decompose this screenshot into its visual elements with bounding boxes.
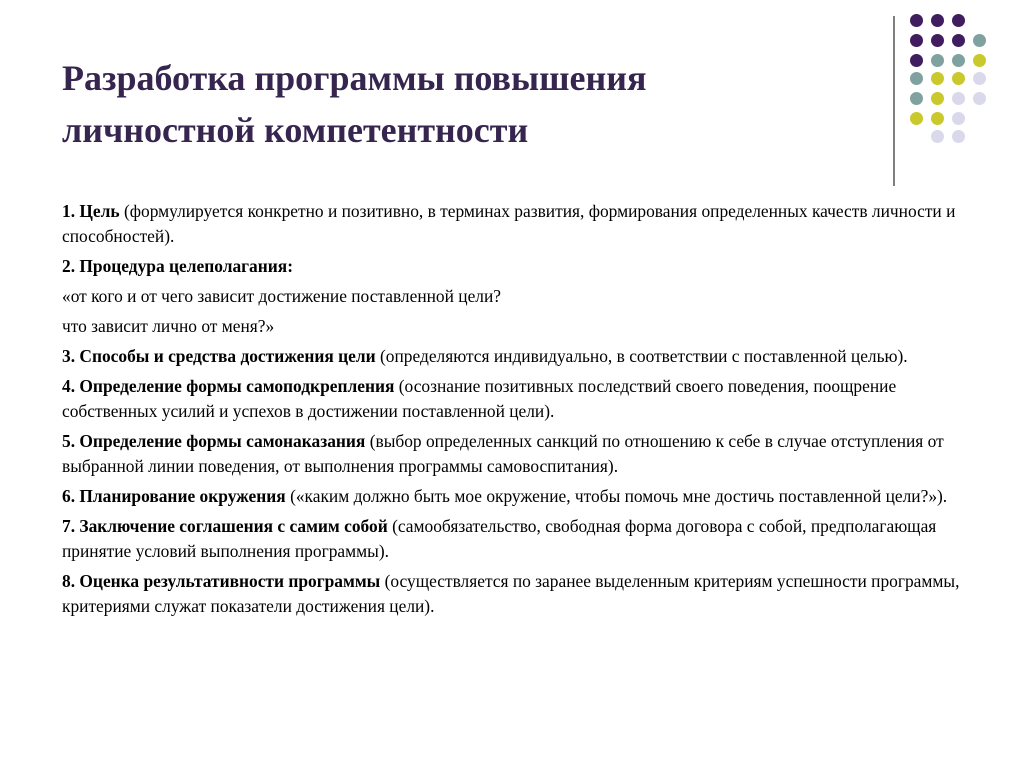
step-2-question-2-text: что зависит лично от меня?» [62,316,275,336]
step-5-text: (выбор определенных санкций по отношению к себе в случае отступления от выбранной линии поведения, от выполнения программы самовоспитания). [62,431,944,476]
step-1-heading: 1. Цель [62,201,120,221]
step-7-heading: 7. Заключение соглашения с самим собой [62,516,388,536]
step-2-question-2 [62,314,972,339]
decorative-dot [931,14,944,27]
decorative-dot [952,14,965,27]
decorative-dot [910,92,923,105]
decorative-dot [973,34,986,47]
step-3-heading: 3. Способы и средства достижения цели [62,346,376,366]
decorative-dot [910,112,923,125]
slide-title [62,52,862,156]
step-8-text: (осуществляется по заранее выделенным критериям успешности программы, критериями служат показатели достижения цели). [62,571,960,616]
step-6-text: («каким должно быть мое окружение, чтобы помочь мне достичь поставленной цели?»). [285,486,948,506]
decorative-divider [893,16,895,186]
step-7-text: (самообязательство, свободная форма договора с собой, предполагающая принятие условий выполнения программы). [62,516,937,561]
step-6-heading: 6. Планирование окружения [62,486,286,506]
decorative-dot [952,54,965,67]
step-2-question-1 [62,284,972,309]
decorative-dot [931,34,944,47]
step-5 [62,429,972,479]
decorative-dot [931,72,944,85]
step-8-heading: 8. Оценка результативности программы [62,571,381,591]
program-steps-list [62,199,972,624]
step-3 [62,344,972,369]
title-line-1: Разработка программы повышения [62,58,647,98]
decorative-dot [910,14,923,27]
title-line-2: личностной компетентности [62,110,529,150]
step-1 [62,199,972,249]
decorative-dot [952,112,965,125]
decorative-dot [952,92,965,105]
decorative-dot [931,130,944,143]
step-6 [62,484,972,509]
step-8 [62,569,972,619]
step-1-text: (формулируется конкретно и позитивно, в терминах развития, формирования определенных качеств личности и способностей). [62,201,956,246]
step-5-heading: 5. Определение формы самонаказания [62,431,366,451]
decorative-dot [910,54,923,67]
decorative-dot [910,34,923,47]
decorative-dot [973,72,986,85]
decorative-dot [973,54,986,67]
decorative-dot [910,72,923,85]
step-3-text: (определяются индивидуально, в соответствии с поставленной целью). [375,346,908,366]
decorative-dot [952,72,965,85]
step-4 [62,374,972,424]
decorative-dot [952,34,965,47]
step-2-question-1-text: «от кого и от чего зависит достижение поставленной цели? [62,286,502,306]
decorative-dot [931,54,944,67]
step-2-heading: 2. Процедура целеполагания: [62,256,293,276]
decorative-dot [952,130,965,143]
step-4-heading: 4. Определение формы самоподкрепления [62,376,395,396]
step-7 [62,514,972,564]
decorative-dot [931,112,944,125]
decorative-dot [931,92,944,105]
step-4-text: (осознание позитивных последствий своего поведения, поощрение собственных усилий и успехов в достижении поставленной цели). [62,376,897,421]
step-2 [62,254,972,279]
decorative-dot [973,92,986,105]
